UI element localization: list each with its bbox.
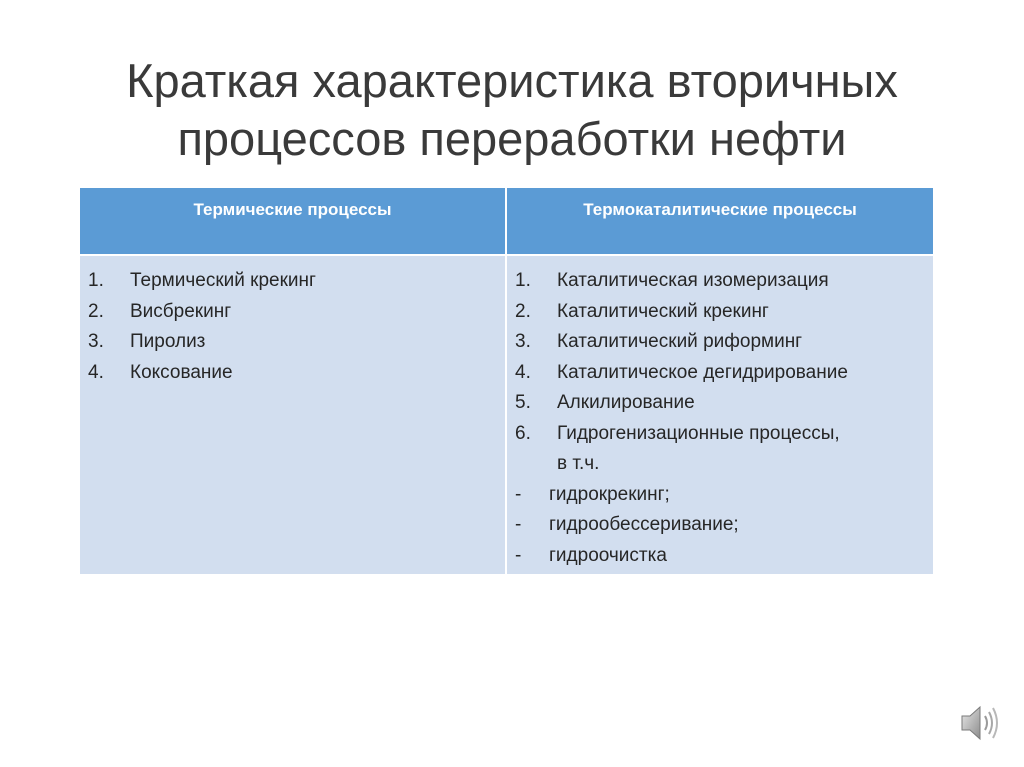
item-number: 2.: [88, 300, 104, 322]
list-item: [515, 419, 933, 450]
list-item: [515, 266, 933, 297]
slide-title: [60, 52, 964, 168]
sub-list-item: [515, 541, 933, 572]
sub-list-item: [515, 510, 933, 541]
dash-marker: -: [515, 483, 522, 505]
item-number: 2.: [515, 300, 531, 322]
header-thermal: Термические процессы: [80, 188, 507, 254]
item-text: Алкилирование: [557, 392, 695, 413]
title-line-1: Краткая характеристика вторичных: [126, 54, 898, 107]
item-number: 4.: [88, 361, 104, 383]
item-text: Термический крекинг: [130, 270, 316, 291]
thermocatalytic-processes-cell: [507, 256, 933, 574]
item-number: 3.: [88, 331, 104, 352]
list-item: [88, 327, 505, 358]
sub-item-text: гидроочистка: [549, 544, 667, 566]
item-number: 5.: [515, 392, 531, 413]
item-text: Пиролиз: [130, 331, 206, 352]
list-item: [88, 358, 505, 389]
item-text: Каталитический риформинг: [557, 331, 803, 352]
item-continuation: в т.ч.: [557, 453, 600, 474]
sub-item-text: гидрообессеривание;: [549, 514, 739, 535]
speaker-icon[interactable]: [954, 698, 1004, 748]
sub-list-item: [515, 480, 933, 511]
item-text: Висбрекинг: [130, 300, 232, 322]
list-item: [515, 388, 933, 419]
list-item: [515, 327, 933, 358]
list-item: [515, 297, 933, 328]
item-text: Каталитический крекинг: [557, 300, 769, 322]
table-header-row: [80, 188, 933, 254]
dash-marker: -: [515, 544, 522, 566]
item-text: Коксование: [130, 361, 233, 383]
title-line-2: процессов переработки нефти: [177, 112, 847, 165]
sub-item-text: гидрокрекинг;: [549, 483, 670, 505]
item-number: 6.: [515, 422, 531, 444]
header-thermocatalytic: Термокаталитические процессы: [583, 200, 857, 219]
thermal-processes-cell: [80, 256, 507, 574]
item-number: 1.: [515, 270, 531, 291]
dash-marker: -: [515, 514, 522, 535]
item-number: 3.: [515, 331, 531, 352]
list-item: [88, 266, 505, 297]
item-text: Гидрогенизационные процессы,: [557, 422, 840, 444]
item-number: 4.: [515, 361, 531, 383]
item-text: Каталитическая изомеризация: [557, 270, 829, 291]
item-number: 1.: [88, 270, 104, 291]
item-text: Каталитическое дегидрирование: [557, 361, 848, 383]
list-item: [88, 297, 505, 328]
list-item: [515, 358, 933, 389]
process-table: [80, 188, 933, 574]
table-body-row: [80, 256, 933, 574]
